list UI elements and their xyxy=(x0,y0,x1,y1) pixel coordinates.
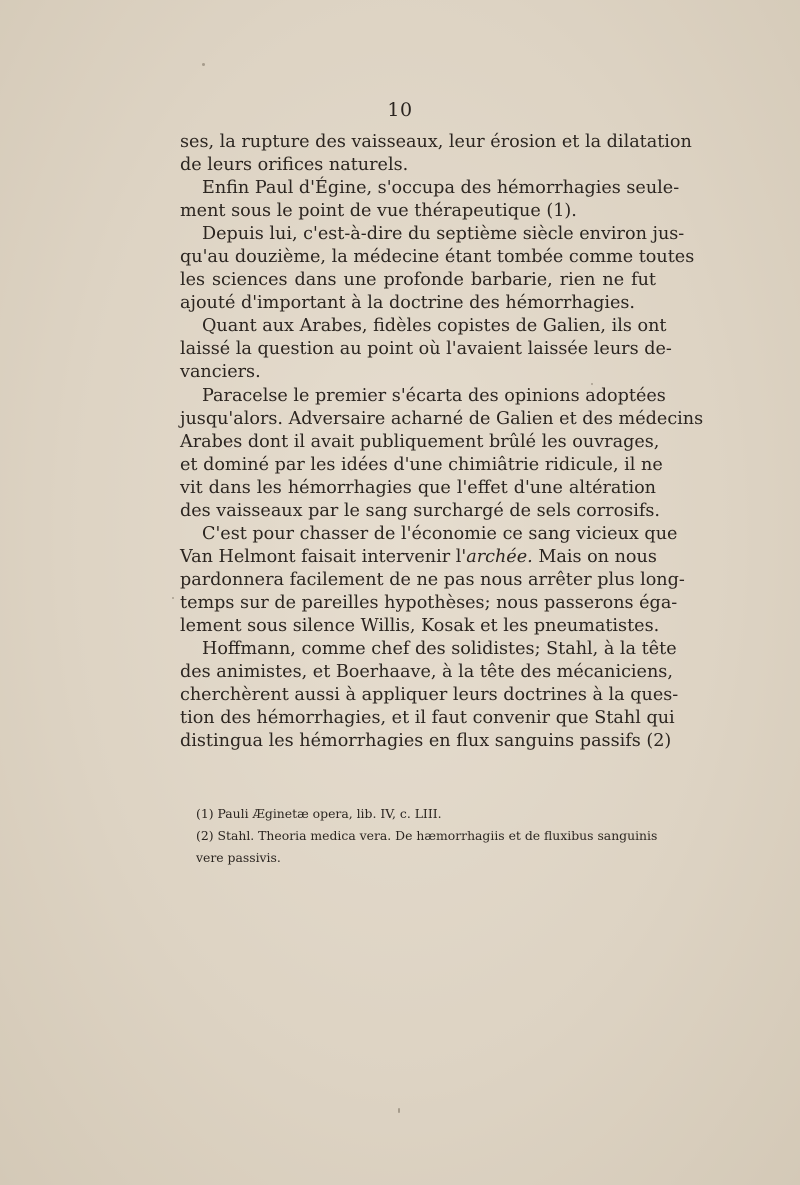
text-line: C'est pour chasser de l'économie ce sang vicieux que xyxy=(202,523,678,544)
text-line xyxy=(180,546,656,569)
text-line: Arabes dont il avait publiquement brûlé les ouvrages, xyxy=(180,431,660,452)
text-line: et dominé par les idées d'une chimiâtrie ridicule, il ne xyxy=(180,454,663,475)
paragraph xyxy=(180,223,695,315)
text-line: cherchèrent aussi à appliquer leurs doctrines à la ques- xyxy=(180,685,679,706)
text-line: vit dans les hémorrhagies que l'effet d'une altération xyxy=(180,477,656,498)
text-line: ses, la rupture des vaisseaux, leur érosion et la dilatation xyxy=(180,132,692,152)
footnote: (1) Pauli Æginetæ opera, lib. IV, c. LIII. xyxy=(196,806,442,821)
text-line: les sciences dans une profonde barbarie, rien ne fut xyxy=(180,270,656,291)
text-line: Enfin Paul d'Égine, s'occupa des hémorrhagies seule- xyxy=(202,178,680,199)
text-line: jusqu'alors. Adversaire acharné de Galien et des médecins xyxy=(180,408,704,429)
text-line: des animistes, et Boerhaave, à la tête des mécaniciens, xyxy=(180,662,673,683)
paper-speck xyxy=(202,63,205,66)
footnotes xyxy=(196,803,658,869)
text-line: lement sous silence Willis, Kosak et les pneumatistes. xyxy=(180,615,660,636)
text-line: distingua les hémorrhagies en flux sanguins passifs (2) xyxy=(180,731,672,752)
paragraph xyxy=(180,385,704,523)
text-line: pardonnera facilement de ne pas nous arrêter plus long- xyxy=(180,569,685,590)
text-line: qu'au douzième, la médecine étant tombée comme toutes xyxy=(180,247,695,268)
footnote-continuation: vere passivis. xyxy=(196,850,281,865)
text-run: Mais on nous xyxy=(532,546,657,567)
italic-word: archée. xyxy=(466,546,533,567)
text-line: Paracelse le premier s'écarta des opinions adoptées xyxy=(202,385,666,406)
text-line: des vaisseaux par le sang surchargé de sels corrosifs. xyxy=(180,500,660,521)
text-line: temps sur de pareilles hypothèses; nous passerons éga- xyxy=(180,592,678,613)
page-number: 10 xyxy=(387,99,413,121)
text-line: Quant aux Arabes, fidèles copistes de Galien, ils ont xyxy=(202,316,667,337)
paper-speck xyxy=(398,1108,400,1113)
text-line: laissé la question au point où l'avaient laissée leurs de- xyxy=(180,339,672,360)
paragraph xyxy=(180,638,679,753)
text-run: Van Helmont faisait intervenir l' xyxy=(180,546,467,567)
text-line: vanciers. xyxy=(180,362,261,383)
text-line: Hoffmann, comme chef des solidistes; Stahl, à la tête xyxy=(202,639,677,660)
paper-speck xyxy=(172,597,174,599)
text-line: Depuis lui, c'est-à-dire du septième siècle environ jus- xyxy=(202,224,685,245)
paper-speck xyxy=(591,383,593,385)
paragraph xyxy=(180,523,685,638)
text-line: tion des hémorrhagies, et il faut convenir que Stahl qui xyxy=(180,708,675,729)
text-line: de leurs orifices naturels. xyxy=(180,155,409,176)
body-text xyxy=(180,131,704,753)
text-line: ajouté d'important à la doctrine des hémorrhagies. xyxy=(180,293,635,314)
footnote: (2) Stahl. Theoria medica vera. De hæmorrhagiis et de fluxibus sanguinis xyxy=(196,828,658,843)
paragraph xyxy=(180,177,680,223)
paragraph xyxy=(180,131,692,177)
text-line: ment sous le point de vue thérapeutique (1). xyxy=(180,201,577,222)
paragraph xyxy=(180,315,672,384)
